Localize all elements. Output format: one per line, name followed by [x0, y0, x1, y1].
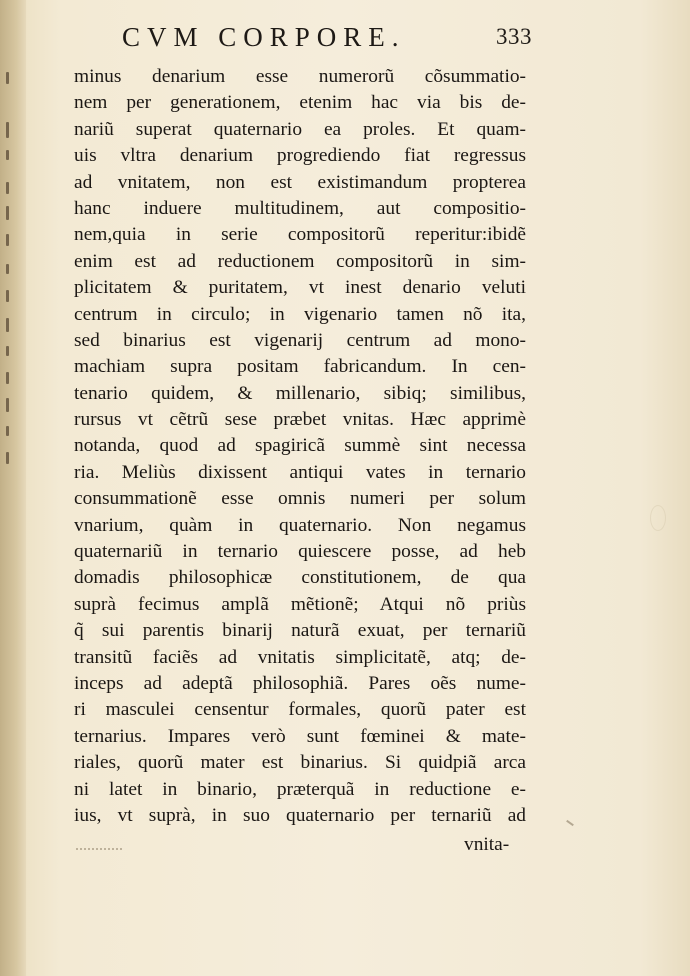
text-line: nem per generationem, etenim hac via bis de- [74, 92, 526, 114]
gutter-bleed-mark [6, 398, 9, 412]
gutter-bleed-mark [6, 206, 9, 220]
running-head [122, 22, 532, 56]
text-line: sed binarius est vigenarij centrum ad mono- [74, 329, 526, 351]
margin-mark [566, 820, 574, 826]
text-line: consummationẽ esse omnis numeri per solum [74, 488, 526, 510]
text-line: quaternariũ in ternario quiescere posse, ad heb [74, 541, 526, 563]
text-line: transitũ faciẽs ad vnitatis simplicitatẽ, atq; de- [74, 646, 526, 668]
text-line: q̃ sui parentis binarij naturã exuat, per ternariũ [74, 620, 526, 642]
text-line: hanc induere multitudinem, aut compositio- [74, 197, 526, 219]
text-line: nem,quia in serie compositorũ reperitur:ibidẽ [74, 224, 526, 246]
text-line: ternarius. Impares verò sunt fœminei & mate- [74, 725, 526, 747]
gutter-bleed-mark [6, 182, 9, 194]
gutter-bleed-mark [6, 122, 9, 138]
gutter-bleed-mark [6, 72, 9, 84]
text-line: uis vltra denarium progrediendo fiat regressus [74, 145, 526, 167]
ink-smudge [76, 842, 122, 850]
gutter-bleed-mark [6, 346, 9, 356]
text-line: centrum in circulo; in vigenario tamen nõ ita, [74, 303, 526, 325]
gutter-bleed-mark [6, 264, 9, 274]
text-line: ad vnitatem, non est existimandum propterea [74, 171, 526, 193]
text-line: ria. Meliùs dixissent antiqui vates in ternario [74, 461, 526, 483]
text-line: suprà fecimus amplã mẽtionẽ; Atqui nõ priùs [74, 593, 526, 615]
gutter-bleed-mark [6, 426, 9, 436]
text-line: rursus vt cẽtrũ sese præbet vnitas. Hæc apprimè [74, 409, 526, 431]
text-line: inceps ad adeptã philosophiã. Pares oẽs nume- [74, 672, 526, 694]
gutter-bleed-mark [6, 318, 9, 332]
text-line: riales, quorũ mater est binarius. Si quidpiã arca [74, 752, 526, 774]
gutter-bleed-mark [6, 290, 9, 302]
page-gutter [0, 0, 26, 976]
catchword: vnita- [464, 834, 510, 855]
gutter-bleed-mark [6, 372, 9, 384]
gutter-bleed-mark [6, 452, 9, 464]
text-line: machiam supra positam fabricandum. In cen- [74, 356, 526, 378]
text-line: ius, vt suprà, in suo quaternario per ternariũ ad [74, 804, 526, 826]
page-number: 333 [496, 24, 532, 49]
text-line: vnarium, quàm in quaternario. Non negamus [74, 514, 526, 536]
text-line: nariũ superat quaternario ea proles. Et quam- [74, 118, 526, 140]
text-line: notanda, quod ad spagiricã summè sint necessa [74, 435, 526, 457]
body-text [74, 64, 526, 829]
text-line: domadis philosophicæ constitutionem, de qua [74, 567, 526, 589]
text-line: ri masculei censentur formales, quorũ pater est [74, 699, 526, 721]
text-line: minus denarium esse numerorũ cõsummatio- [74, 66, 526, 87]
text-line: plicitatem & puritatem, vt inest denario veluti [74, 277, 526, 299]
running-title: CVM CORPORE. [122, 22, 406, 52]
text-line: enim est ad reductionem compositorũ in sim- [74, 250, 526, 272]
gutter-bleed-mark [6, 234, 9, 246]
paper-stain [650, 505, 666, 531]
text-line: tenario quidem, & millenario, sibiq; similibus, [74, 382, 526, 404]
text-line: ni latet in binario, præterquã in reductione e- [74, 778, 526, 800]
gutter-bleed-mark [6, 150, 9, 160]
